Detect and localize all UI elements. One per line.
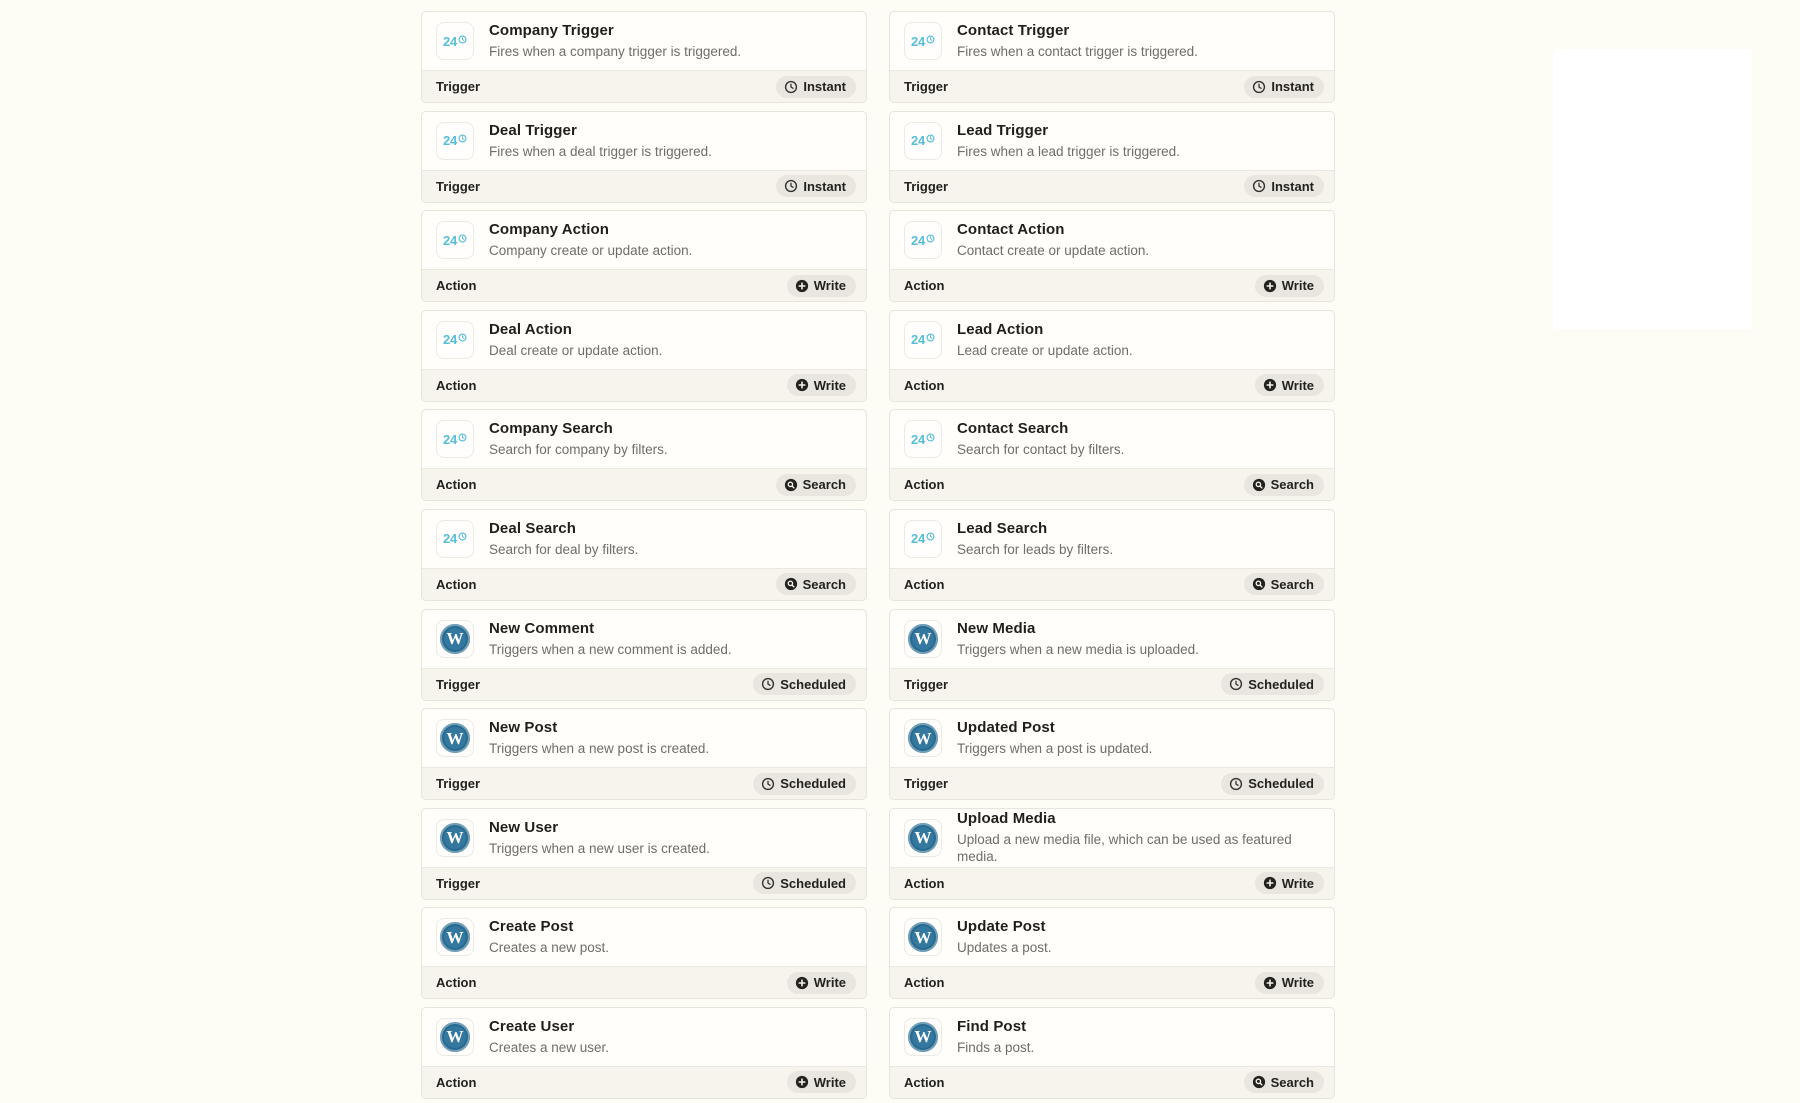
card-footer	[890, 170, 1334, 202]
card-badge	[1255, 275, 1324, 297]
card-type-label: Action	[436, 278, 477, 294]
24sevenoffice-icon: 24	[904, 420, 942, 458]
card-title: Create Post	[489, 918, 574, 936]
card-description: Triggers when a post is updated.	[957, 741, 1153, 757]
integration-card[interactable]	[421, 210, 867, 302]
card-badge	[753, 673, 856, 695]
card-title: Updated Post	[957, 719, 1055, 737]
badge-label: Write	[813, 975, 846, 991]
card-description: Creates a new user.	[489, 1039, 610, 1055]
badge-label: Write	[1281, 875, 1314, 891]
integration-card[interactable]	[421, 808, 867, 900]
card-type-label: Action	[904, 576, 945, 592]
card-body	[890, 112, 1334, 170]
clock-icon	[784, 179, 798, 193]
card-badge	[787, 374, 856, 396]
integration-card[interactable]	[889, 708, 1335, 800]
card-badge	[787, 1071, 856, 1093]
card-text	[489, 321, 662, 359]
badge-label: Search	[802, 477, 846, 493]
plus-circle-icon	[1263, 378, 1277, 392]
card-title: Deal Trigger	[489, 121, 577, 139]
card-type-label: Trigger	[904, 776, 949, 792]
card-description: Fires when a deal trigger is triggered.	[489, 143, 712, 159]
wordpress-icon: W	[436, 719, 474, 757]
card-title: Update Post	[957, 918, 1046, 936]
wordpress-icon: W	[436, 1018, 474, 1056]
integration-card[interactable]	[421, 708, 867, 800]
card-footer	[422, 369, 866, 401]
card-description: Updates a post.	[957, 940, 1052, 956]
card-title: New Media	[957, 619, 1036, 637]
integration-card[interactable]	[421, 409, 867, 501]
card-footer	[422, 1066, 866, 1098]
card-footer	[890, 1066, 1334, 1098]
wordpress-icon: W	[436, 620, 474, 658]
card-footer	[890, 668, 1334, 700]
card-badge	[1244, 175, 1324, 197]
card-badge	[1221, 773, 1324, 795]
card-badge	[776, 573, 856, 595]
card-body	[890, 809, 1334, 867]
24sevenoffice-icon: 24	[436, 420, 474, 458]
integration-card[interactable]	[421, 907, 867, 999]
card-body	[422, 709, 866, 767]
card-body	[422, 610, 866, 668]
card-type-label: Action	[904, 1074, 945, 1090]
badge-label: Scheduled	[780, 676, 846, 692]
badge-label: Search	[802, 576, 846, 592]
card-badge	[1244, 474, 1324, 496]
clock-icon	[1252, 80, 1266, 94]
integration-card[interactable]	[889, 210, 1335, 302]
card-title: Lead Trigger	[957, 121, 1049, 139]
card-text	[489, 221, 692, 259]
card-type-label: Action	[436, 975, 477, 991]
card-title: Contact Trigger	[957, 22, 1070, 39]
integration-card[interactable]	[889, 808, 1335, 900]
card-text	[957, 1018, 1034, 1056]
card-footer	[890, 269, 1334, 301]
card-description: Lead create or update action.	[957, 342, 1133, 358]
search-circle-icon	[1252, 478, 1266, 492]
card-footer	[422, 468, 866, 500]
card-type-label: Trigger	[436, 676, 481, 692]
card-title: Company Action	[489, 221, 610, 239]
card-title: New User	[489, 818, 559, 836]
badge-label: Search	[1270, 477, 1314, 493]
search-circle-icon	[784, 478, 798, 492]
card-badge	[1244, 76, 1324, 98]
card-title: Find Post	[957, 1017, 1027, 1035]
integration-card[interactable]	[889, 111, 1335, 203]
card-body	[422, 809, 866, 867]
card-text	[957, 620, 1199, 658]
integration-card[interactable]	[889, 310, 1335, 402]
integration-card[interactable]	[889, 409, 1335, 501]
card-text	[957, 810, 1320, 865]
integration-card[interactable]	[421, 11, 867, 103]
card-text	[957, 122, 1180, 160]
24sevenoffice-icon: 24	[436, 321, 474, 359]
card-body	[890, 1008, 1334, 1066]
card-badge	[753, 773, 856, 795]
card-type-label: Trigger	[436, 178, 481, 194]
card-body	[890, 12, 1334, 70]
card-text	[957, 719, 1152, 757]
blank-panel	[1553, 49, 1752, 329]
card-footer	[890, 867, 1334, 899]
card-text	[957, 520, 1113, 558]
card-description: Upload a new media file, which can be used as featured media.	[957, 832, 1292, 865]
24sevenoffice-icon: 24	[904, 520, 942, 558]
24sevenoffice-icon: 24	[904, 321, 942, 359]
card-description: Search for company by filters.	[489, 442, 668, 458]
search-circle-icon	[1252, 577, 1266, 591]
card-text	[489, 918, 609, 956]
card-footer	[422, 668, 866, 700]
badge-label: Instant	[803, 178, 846, 194]
card-body	[422, 211, 866, 269]
clock-icon	[761, 876, 775, 890]
card-type-label: Action	[436, 1074, 477, 1090]
24sevenoffice-icon: 24	[904, 22, 942, 60]
wordpress-icon: W	[436, 819, 474, 857]
card-type-label: Trigger	[904, 178, 949, 194]
card-text	[489, 122, 712, 160]
card-type-label: Action	[904, 278, 945, 294]
card-footer	[422, 568, 866, 600]
card-type-label: Action	[904, 975, 945, 991]
card-footer	[890, 468, 1334, 500]
card-description: Search for contact by filters.	[957, 442, 1125, 458]
card-type-label: Action	[904, 377, 945, 393]
card-text	[489, 719, 709, 757]
clock-icon	[761, 677, 775, 691]
badge-label: Write	[1281, 975, 1314, 991]
badge-label: Search	[1270, 576, 1314, 592]
wordpress-icon: W	[904, 620, 942, 658]
card-body	[890, 311, 1334, 369]
clock-icon	[761, 777, 775, 791]
badge-label: Scheduled	[780, 875, 846, 891]
card-title: Contact Search	[957, 420, 1069, 438]
clock-icon	[784, 80, 798, 94]
card-title: Upload Media	[957, 810, 1056, 828]
badge-label: Instant	[803, 79, 846, 94]
card-text	[957, 22, 1198, 60]
card-body	[890, 709, 1334, 767]
card-description: Fires when a lead trigger is triggered.	[957, 143, 1180, 159]
integration-card[interactable]	[889, 609, 1335, 701]
card-title: Lead Search	[957, 519, 1048, 537]
card-footer	[422, 70, 866, 102]
card-badge	[776, 76, 856, 98]
24sevenoffice-icon: 24	[904, 221, 942, 259]
card-footer	[890, 966, 1334, 998]
card-title: Contact Action	[957, 221, 1065, 239]
card-body	[422, 1008, 866, 1066]
card-footer	[422, 767, 866, 799]
24sevenoffice-icon: 24	[436, 221, 474, 259]
card-badge	[787, 275, 856, 297]
card-body	[890, 908, 1334, 966]
card-text	[957, 321, 1133, 359]
integration-card[interactable]	[421, 310, 867, 402]
card-description: Triggers when a new comment is added.	[489, 641, 732, 657]
card-description: Company create or update action.	[489, 243, 693, 259]
badge-label: Write	[1281, 377, 1314, 393]
wordpress-icon: W	[904, 719, 942, 757]
integration-card[interactable]	[889, 11, 1335, 103]
badge-label: Search	[1270, 1074, 1314, 1090]
search-circle-icon	[784, 577, 798, 591]
badge-label: Scheduled	[780, 776, 846, 792]
card-type-label: Trigger	[904, 79, 949, 94]
card-body	[890, 510, 1334, 568]
card-badge	[1255, 872, 1324, 894]
badge-label: Scheduled	[1248, 676, 1314, 692]
integration-card[interactable]	[889, 509, 1335, 601]
card-footer	[890, 767, 1334, 799]
card-badge	[1255, 374, 1324, 396]
integration-card[interactable]	[421, 509, 867, 601]
card-title: Company Trigger	[489, 22, 614, 39]
card-type-label: Action	[904, 875, 945, 891]
card-title: Create User	[489, 1017, 575, 1035]
card-badge	[1244, 573, 1324, 595]
card-footer	[422, 966, 866, 998]
plus-circle-icon	[1263, 976, 1277, 990]
card-text	[489, 22, 741, 60]
integration-card[interactable]	[889, 1007, 1335, 1099]
card-badge	[1244, 1071, 1324, 1093]
badge-label: Write	[813, 377, 846, 393]
card-footer	[422, 170, 866, 202]
card-badge	[1255, 972, 1324, 994]
card-badge	[787, 972, 856, 994]
card-description: Search for leads by filters.	[957, 541, 1114, 557]
card-body	[422, 311, 866, 369]
plus-circle-icon	[795, 279, 809, 293]
24sevenoffice-icon: 24	[436, 122, 474, 160]
card-body	[422, 510, 866, 568]
card-text	[489, 1018, 609, 1056]
plus-circle-icon	[1263, 876, 1277, 890]
card-body	[422, 908, 866, 966]
card-text	[489, 620, 732, 658]
card-title: Company Search	[489, 420, 613, 438]
card-type-label: Action	[436, 377, 477, 393]
card-description: Fires when a contact trigger is triggered.	[957, 44, 1198, 59]
integrations-grid	[421, 11, 1335, 1099]
card-type-label: Action	[436, 576, 477, 592]
plus-circle-icon	[795, 378, 809, 392]
24sevenoffice-icon: 24	[436, 520, 474, 558]
plus-circle-icon	[1263, 279, 1277, 293]
integration-card[interactable]	[889, 907, 1335, 999]
card-type-label: Trigger	[904, 676, 949, 692]
card-type-label: Trigger	[436, 776, 481, 792]
24sevenoffice-icon: 24	[436, 22, 474, 60]
badge-label: Instant	[1271, 79, 1314, 94]
card-footer	[890, 369, 1334, 401]
card-text	[489, 420, 668, 458]
card-badge	[753, 872, 856, 894]
card-body	[890, 610, 1334, 668]
card-text	[957, 420, 1124, 458]
card-title: Lead Action	[957, 320, 1044, 338]
wordpress-icon: W	[904, 1018, 942, 1056]
plus-circle-icon	[795, 976, 809, 990]
card-footer	[890, 70, 1334, 102]
badge-label: Write	[813, 1074, 846, 1090]
integration-card[interactable]	[421, 1007, 867, 1099]
card-title: Deal Action	[489, 320, 573, 338]
search-circle-icon	[1252, 1075, 1266, 1089]
card-type-label: Action	[904, 477, 945, 493]
card-badge	[1221, 673, 1324, 695]
integration-card[interactable]	[421, 111, 867, 203]
card-text	[957, 918, 1052, 956]
card-body	[422, 410, 866, 468]
card-title: New Post	[489, 719, 558, 737]
clock-icon	[1252, 179, 1266, 193]
plus-circle-icon	[795, 1075, 809, 1089]
card-title: New Comment	[489, 619, 595, 637]
card-footer	[422, 269, 866, 301]
card-description: Search for deal by filters.	[489, 541, 639, 557]
card-text	[489, 520, 638, 558]
card-text	[489, 819, 710, 857]
card-type-label: Trigger	[436, 79, 481, 94]
wordpress-icon: W	[436, 918, 474, 956]
badge-label: Write	[1281, 278, 1314, 294]
card-title: Deal Search	[489, 519, 576, 537]
card-footer	[422, 867, 866, 899]
card-footer	[890, 568, 1334, 600]
badge-label: Scheduled	[1248, 776, 1314, 792]
card-description: Deal create or update action.	[489, 342, 663, 358]
wordpress-icon: W	[904, 918, 942, 956]
card-description: Fires when a company trigger is triggered.	[489, 44, 742, 59]
24sevenoffice-icon: 24	[904, 122, 942, 160]
card-type-label: Trigger	[436, 875, 481, 891]
integration-card[interactable]	[421, 609, 867, 701]
card-body	[890, 211, 1334, 269]
card-type-label: Action	[436, 477, 477, 493]
card-badge	[776, 474, 856, 496]
wordpress-icon: W	[904, 819, 942, 857]
card-description: Triggers when a new user is created.	[489, 840, 710, 856]
card-description: Finds a post.	[957, 1039, 1035, 1055]
clock-icon	[1229, 777, 1243, 791]
card-description: Triggers when a new post is created.	[489, 741, 710, 757]
card-description: Contact create or update action.	[957, 243, 1150, 259]
card-body	[422, 112, 866, 170]
badge-label: Instant	[1271, 178, 1314, 194]
clock-icon	[1229, 677, 1243, 691]
card-badge	[776, 175, 856, 197]
card-body	[890, 410, 1334, 468]
card-body	[422, 12, 866, 70]
badge-label: Write	[813, 278, 846, 294]
card-text	[957, 221, 1149, 259]
card-description: Creates a new post.	[489, 940, 610, 956]
card-description: Triggers when a new media is uploaded.	[957, 641, 1199, 657]
